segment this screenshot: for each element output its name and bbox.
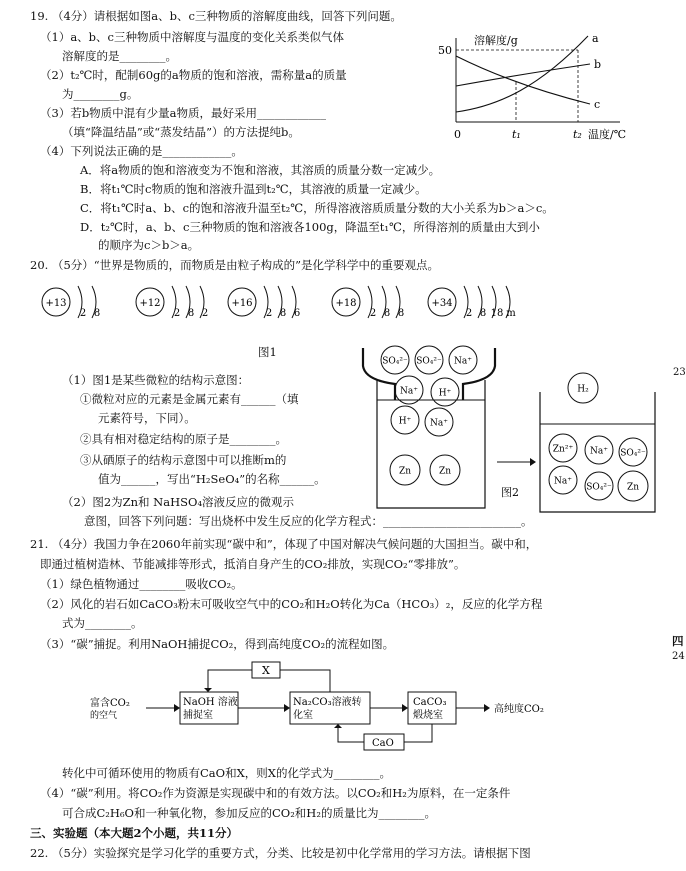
q19-part3-line2: （填“降温结晶”或“蒸发结晶”）的方法提纯b。 <box>62 125 300 139</box>
flow-cao-label: CaO <box>372 738 394 749</box>
q20-part1: （1）图1是某些微粒的结构示意图： <box>62 373 250 387</box>
graph-t1: t₁ <box>512 128 521 141</box>
beaker1-particle-label: H⁺ <box>438 388 452 399</box>
co2-capture-flow-diagram <box>90 658 590 758</box>
beaker1-particle-label: Na⁺ <box>400 386 418 397</box>
flow-box-calcine-line1: CaCO₃ <box>413 697 447 708</box>
flow-box-convert-line1: Na₂CO₃溶液转 <box>293 697 362 708</box>
q21-part4-line1: （4）“碳”利用。将CO₂作为资源是实现碳中和的有效方法。以CO₂和H₂为原料，在一定条件 <box>40 786 511 800</box>
flow-input-line2: 的空气 <box>90 711 118 721</box>
q19-option-d-line2: 的顺序为c＞b＞a。 <box>98 238 200 252</box>
atom-diagram <box>136 286 208 319</box>
atom-diagram <box>228 286 300 319</box>
solubility-graph <box>430 30 650 150</box>
q20-stem: 20. （5分）“世界是物质的，而物质是由粒子构成的”是化学科学中的重要观点。 <box>30 258 440 272</box>
atom-diagram <box>332 286 404 319</box>
atom-nucleus-charge: +34 <box>431 298 453 309</box>
electron-count: 8 <box>479 308 487 319</box>
q21-part4-line2: 可合成C₂H₆O和一种氧化物，参加反应的CO₂和H₂的质量比为________。 <box>62 806 436 820</box>
electron-count: m <box>506 308 516 319</box>
atom-nucleus-charge: +16 <box>231 298 253 309</box>
beaker1-particle-label: H⁺ <box>398 416 412 427</box>
section3-heading: 三、实验题（本大题2个小题，共11分） <box>30 826 239 840</box>
graph-t2: t₂ <box>573 128 582 141</box>
flow-box-capture-line1: NaOH 溶液 <box>183 697 238 708</box>
graph-xlabel: 温度/℃ <box>588 128 627 141</box>
electron-count: 2 <box>173 308 181 319</box>
curve-b <box>456 64 590 86</box>
q21-stem-line2: 即通过植树造林、节能减排等形式，抵消自身产生的CO₂排放，实现CO₂“零排放”。 <box>40 557 466 571</box>
q20-sub1-line2: 元素符号，下同）。 <box>98 411 196 425</box>
q19-part4: （4）下列说法正确的是____________。 <box>40 144 243 158</box>
q19-part3-line1: （3）若b物质中混有少量a物质，最好采用____________ <box>40 106 327 120</box>
flow-x-label: X <box>262 664 270 677</box>
q22-stem: 22. （5分）实验探究是学习化学的重要方式，分类、比较是初中化学常用的学习方法。请根据下图 <box>30 846 531 860</box>
flow-output: 高纯度CO₂ <box>494 704 544 715</box>
electron-count: 2 <box>465 308 473 319</box>
electron-count: 8 <box>93 308 101 319</box>
q20-sub2: ②具有相对稳定结构的原子是________。 <box>80 432 287 446</box>
atom-nucleus-charge: +18 <box>335 298 357 309</box>
q19-part1-line1: （1）a、b、c三种物质中溶解度与温度的变化关系类似气体 <box>40 30 344 44</box>
electron-count: 8 <box>383 308 391 319</box>
label-b: b <box>594 58 602 71</box>
electron-count: 2 <box>265 308 273 319</box>
curve-c <box>456 56 590 104</box>
q21-stem-line1: 21. （4分）我国力争在2060年前实现“碳中和”，体现了中国对解决气候问题的大国担当。碳中和， <box>30 537 538 551</box>
q19-option-b: B．将t₁℃时c物质的饱和溶液升温到t₂℃，其溶液的质量一定减少。 <box>80 182 427 196</box>
electron-count: 18 <box>490 308 504 319</box>
atom-structure-diagrams <box>40 278 560 338</box>
q21-part1: （1）绿色植物通过________吸收CO₂。 <box>40 577 243 591</box>
electron-count: 8 <box>397 308 405 319</box>
beaker1-outline <box>377 380 485 508</box>
beaker1-particle-label: Zn <box>398 466 412 477</box>
figure2-reaction-diagram <box>355 340 665 520</box>
q19-option-d-line1: D．t₂℃时，a、b、c三种物质的饱和溶液各100g，降温至t₁℃，所得溶剂的质量由大到小 <box>80 220 540 234</box>
q20-sub3-line2: 值为______，写出“H₂SeO₄”的名称______。 <box>98 472 326 486</box>
flow-box-calcine-line2: 煅烧室 <box>413 710 443 721</box>
electron-count: 6 <box>293 308 301 319</box>
beaker2-particle-label: H₂ <box>577 384 589 395</box>
atom-nucleus-charge: +13 <box>45 298 67 309</box>
beaker2-particle-label: Zn²⁺ <box>552 444 574 455</box>
q19-part2-line1: （2）t₂℃时，配制60g的a物质的饱和溶液，需称量a的质量 <box>40 68 347 82</box>
beaker1-particle-label: Na⁺ <box>454 356 472 367</box>
label-a: a <box>592 32 599 45</box>
beaker1-particle-label: SO₄²⁻ <box>416 356 442 367</box>
beaker1-particle-label: Zn <box>438 466 452 477</box>
beaker1-particle-label: Na⁺ <box>430 418 448 429</box>
electron-count: 2 <box>369 308 377 319</box>
q21-part3: （3）“碳”捕捉。利用NaOH捕捉CO₂，得到高纯度CO₂的流程如图。 <box>40 637 395 651</box>
label-c: c <box>594 98 601 111</box>
atom-diagram <box>428 286 516 319</box>
graph-ylabel: 溶解度/g <box>474 34 518 47</box>
q20-sub1-line1: ①微粒对应的元素是金属元素有______（填 <box>80 392 299 406</box>
q19-part1-line2: 溶解度的是________。 <box>62 49 177 63</box>
curve-a <box>456 36 588 112</box>
margin-fragment-3: 24 <box>672 651 685 662</box>
beaker1-particle-label: SO₄²⁻ <box>382 356 408 367</box>
q19-part2-line2: 为________g。 <box>62 87 139 101</box>
margin-fragment-2: 四 <box>672 634 684 648</box>
beaker2-particle-label: SO₄²⁻ <box>586 482 612 493</box>
q21-part2-line1: （2）风化的岩石如CaCO₃粉末可吸收空气中的CO₂和H₂O转化为Ca（HCO₃）₂，反应的化学方程 <box>40 597 543 611</box>
graph-y50: 50 <box>438 44 452 57</box>
q21-part2-line2: 式为________。 <box>62 616 143 630</box>
atom-nucleus-charge: +12 <box>139 298 161 309</box>
beaker2-particle-label: Zn <box>626 482 640 493</box>
q21-after-diagram: 转化中可循环使用的物质有CaO和X，则X的化学式为________。 <box>62 766 391 780</box>
electron-count: 8 <box>279 308 287 319</box>
electron-count: 2 <box>79 308 87 319</box>
flow-input-line1: 富含CO₂ <box>90 698 130 709</box>
margin-fragment-1: 23 <box>673 367 686 378</box>
q20-sub3-line1: ③从硒原子的结构示意图中可以推断m的 <box>80 453 287 467</box>
figure2-caption: 图2 <box>501 486 519 499</box>
q20-part2-line1: （2）图2为Zn和 NaHSO₄溶液反应的微观示 <box>62 495 295 509</box>
electron-count: 2 <box>201 308 209 319</box>
flow-box-capture-line2: 捕捉室 <box>183 710 213 721</box>
beaker2-particle-label: Na⁺ <box>554 476 572 487</box>
figure1-caption: 图1 <box>258 345 277 359</box>
graph-origin: 0 <box>454 128 461 141</box>
flow-box-convert-line2: 化室 <box>293 710 313 721</box>
beaker2-particle-label: Na⁺ <box>590 446 608 457</box>
q19-stem: 19. （4分）请根据如图a、b、c三种物质的溶解度曲线，回答下列问题。 <box>30 9 402 23</box>
q19-option-a: A．将a物质的饱和溶液变为不饱和溶液，其溶质的质量分数一定减少。 <box>80 163 441 177</box>
atom-diagram <box>42 286 100 319</box>
beaker2-particle-label: SO₄²⁻ <box>620 448 646 459</box>
electron-count: 8 <box>187 308 195 319</box>
q19-option-c: C．将t₁℃时a、b、c的饱和溶液升温至t₂℃，所得溶液溶质质量分数的大小关系为b＞a＞c。 <box>80 201 554 215</box>
q20-part2-line2: 意图，回答下列问题：写出烧杯中发生反应的化学方程式：________________________。 <box>84 514 533 528</box>
